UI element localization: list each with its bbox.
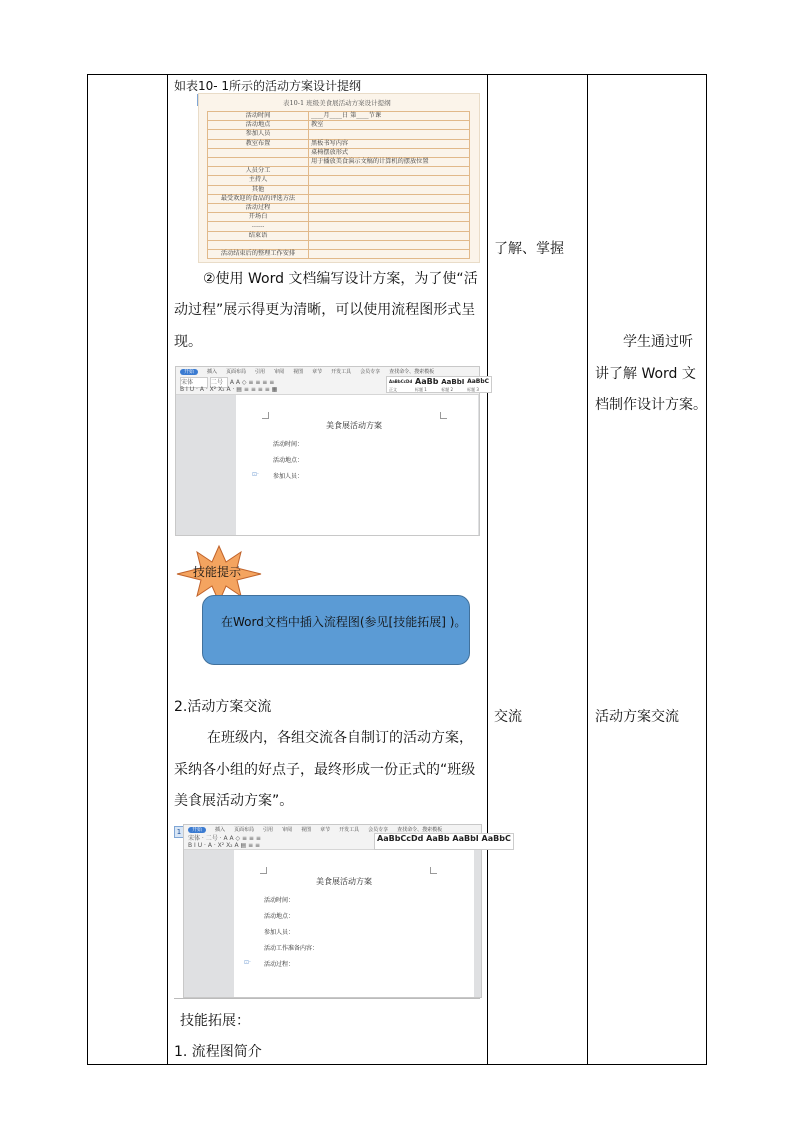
style-heading-3[interactable]: AaBbC 标题 3: [467, 378, 490, 392]
word-ribbon-2: [184, 825, 511, 850]
outline-table-item: 结束语: [208, 231, 309, 240]
outline-table-detail: [309, 250, 470, 259]
style-normal[interactable]: AaBbCcDd 正文: [389, 379, 413, 392]
outline-table-item: 活动地点: [208, 121, 309, 130]
ribbon-tab[interactable]: 审阅: [282, 827, 293, 833]
paragraph-2-line-1: 在班级内，各组交流各自制订的活动方案，: [207, 730, 473, 746]
outline-table-row: [208, 139, 470, 148]
font-size-box[interactable]: 二号: [210, 377, 228, 388]
outline-table-detail: ____月____日 第____节课: [309, 112, 470, 121]
column-divider-2: [487, 74, 488, 1065]
outline-table-item: 其他: [208, 185, 309, 194]
skill-tip-text: 在Word文档中插入流程图(参见[技能拓展] )。: [221, 615, 467, 629]
outline-table-item: ……: [208, 222, 309, 231]
word-ribbon: [176, 367, 490, 395]
paragraph-handle-icon-2[interactable]: ⊡·: [244, 959, 251, 966]
student-cell-1-line-2: 讲了解 Word 文: [595, 366, 696, 382]
skill-tip-box: [202, 595, 470, 665]
ribbon-tab-row: [180, 368, 443, 376]
paragraph-1-line-3: 现。: [174, 334, 202, 350]
outline-table-detail: [309, 222, 470, 231]
ribbon-tab[interactable]: 插入: [207, 369, 218, 375]
teacher-cell-2: 交流: [494, 709, 522, 725]
document-page-2: [234, 850, 474, 997]
outline-table-item: 最受欢迎的食品的评选方法: [208, 194, 309, 203]
ribbon-tab[interactable]: 页面布局: [234, 827, 255, 833]
word-screenshot-1: [175, 366, 490, 536]
ribbon-tab[interactable]: 开发工具: [331, 369, 352, 375]
ribbon-tab[interactable]: 会员专享: [360, 369, 381, 375]
doc2-line-4: 活动工作准备内容：: [264, 945, 319, 952]
outline-table-item: [208, 158, 309, 167]
outline-table-item: [208, 148, 309, 157]
outline-table-item: 教室布置: [208, 139, 309, 148]
ribbon-tab[interactable]: 插入: [215, 827, 226, 833]
style-gallery[interactable]: [386, 376, 492, 393]
ribbon-tab[interactable]: 开始: [188, 827, 206, 833]
outline-table-row: [208, 185, 470, 194]
paragraph-handle-icon[interactable]: ⊡·: [252, 471, 259, 478]
table-top-border: [87, 74, 707, 75]
outline-table-row: [208, 121, 470, 130]
table-bottom-border: [87, 1064, 707, 1065]
paragraph-1-line-1: ②使用 Word 文档编写设计方案，为了使“活: [203, 271, 478, 287]
doc-line-time: 活动时间：: [273, 441, 304, 448]
teacher-cell-1: 了解、掌握: [494, 241, 564, 257]
skill-expansion-heading: 技能拓展：: [180, 1013, 250, 1029]
outline-table-detail: [309, 213, 470, 222]
doc-line-people: 参加人员：: [273, 473, 304, 480]
bold-italic-toolbar-2[interactable]: B I U · A · X² X₂ A ▤ ≡ ≡: [188, 842, 261, 849]
column-divider-3: [587, 74, 588, 1065]
ribbon-tab[interactable]: 视图: [301, 827, 312, 833]
outline-table-detail: [309, 204, 470, 213]
style-heading-1[interactable]: AaBb 标题 1: [415, 377, 439, 392]
ribbon-tab[interactable]: 会员专享: [368, 827, 389, 833]
outline-table-row: [208, 250, 470, 259]
outline-table-row: [208, 112, 470, 121]
outline-table-row: [208, 194, 470, 203]
outline-table: [207, 111, 470, 259]
outline-table-detail: 黑板书写内容: [309, 139, 470, 148]
section-2-heading: 2.活动方案交流: [174, 699, 272, 715]
doc2-line-1: 活动时间：: [264, 897, 295, 904]
table-left-border: [87, 74, 88, 1065]
style-heading-2[interactable]: AaBbI 标题 2: [441, 378, 465, 392]
skill-item-1: 1. 流程图简介: [174, 1044, 262, 1060]
outline-table-row: [208, 130, 470, 139]
outline-table-item: [208, 240, 309, 249]
column-divider-1: [167, 74, 168, 1065]
outline-table-row: [208, 222, 470, 231]
doc2-line-3: 参加人员：: [264, 929, 295, 936]
outline-table-row: [208, 240, 470, 249]
outline-table-detail: 教室: [309, 121, 470, 130]
ribbon-tab[interactable]: 页面布局: [226, 369, 247, 375]
ribbon-tab[interactable]: 引用: [263, 827, 274, 833]
outline-table-detail: [309, 240, 470, 249]
outline-table-item: 活动时间: [208, 112, 309, 121]
outline-table-item: 活动过程: [208, 204, 309, 213]
ribbon-search[interactable]: 查找命令、搜索模板: [389, 369, 435, 375]
format-toolbar-icons[interactable]: A A ◇ ≡ ≡ ≡ ≡: [229, 379, 275, 386]
outline-table-row: [208, 176, 470, 185]
outline-table-detail: [309, 167, 470, 176]
style-gallery-2[interactable]: AaBbCcDd AaBb AaBbI AaBbC: [374, 833, 514, 850]
bold-italic-toolbar[interactable]: B I U · A · X² X₂ A · ▤ ≡ ≡ ≡ ≡ ▦: [180, 386, 278, 393]
word-screenshot-2: [183, 824, 511, 998]
outline-table-row: [208, 158, 470, 167]
student-cell-2: 活动方案交流: [595, 709, 679, 725]
outline-caption: 如表10- 1所示的活动方案设计提纲: [174, 79, 362, 93]
student-cell-1-line-3: 档制作设计方案。: [595, 397, 707, 413]
skill-tip-badge: 技能提示: [193, 565, 242, 579]
outline-table-detail: 用于播放美食演示文稿的计算机的摆放位置: [309, 158, 470, 167]
separator-line: [174, 998, 480, 999]
outline-table-row: [208, 231, 470, 240]
document-title-2: 美食展活动方案: [316, 877, 372, 886]
paragraph-2-line-2: 采纳各小组的好点子，最终形成一份正式的“班级: [174, 762, 476, 778]
ribbon-search[interactable]: 查找命令、搜索模板: [397, 827, 443, 833]
format-toolbar-2[interactable]: 宋体 · 二号 · A A ◇ ≡ ≡ ≡: [188, 835, 261, 842]
ribbon-tab[interactable]: 视图: [293, 369, 304, 375]
ribbon-tab[interactable]: 章节: [320, 827, 331, 833]
outline-table-detail: [309, 185, 470, 194]
outline-table-item: 主持人: [208, 176, 309, 185]
outline-table-detail: [309, 231, 470, 240]
student-cell-1-line-1: 学生通过听: [623, 334, 693, 350]
outline-table-row: [208, 213, 470, 222]
ribbon-tab[interactable]: 审阅: [274, 369, 285, 375]
outline-table-row: [208, 204, 470, 213]
paragraph-2-line-3: 美食展活动方案”。: [174, 793, 294, 809]
outline-table-row: [208, 167, 470, 176]
outline-table-item: 活动结束后的整理工作安排: [208, 250, 309, 259]
image-marker-2: 1: [174, 826, 184, 838]
doc2-line-5: 活动过程：: [264, 961, 295, 968]
doc-line-place: 活动地点：: [273, 457, 304, 464]
font-name-box[interactable]: 宋体: [180, 377, 208, 388]
outline-table-detail: 桌椅摆放形式: [309, 148, 470, 157]
table-right-border: [706, 74, 707, 1065]
document-title: 美食展活动方案: [326, 421, 382, 430]
doc2-line-2: 活动地点：: [264, 913, 295, 920]
outline-table-image: [198, 93, 480, 263]
outline-table-detail: [309, 130, 470, 139]
outline-table-title: 表10-1 班级美食展活动方案设计提纲: [283, 99, 391, 107]
outline-table-detail: [309, 176, 470, 185]
outline-table-row: [208, 148, 470, 157]
outline-table-item: 人员分工: [208, 167, 309, 176]
ribbon-tab[interactable]: 开始: [180, 369, 198, 375]
ribbon-tab[interactable]: 引用: [255, 369, 266, 375]
outline-table-item: 参加人员: [208, 130, 309, 139]
ribbon-tab[interactable]: 开发工具: [339, 827, 360, 833]
outline-table-detail: [309, 194, 470, 203]
outline-table-item: 开场白: [208, 213, 309, 222]
document-page: [236, 395, 478, 535]
paragraph-1-line-2: 动过程”展示得更为清晰，可以使用流程图形式呈: [174, 302, 476, 318]
ribbon-tab[interactable]: 章节: [312, 369, 323, 375]
